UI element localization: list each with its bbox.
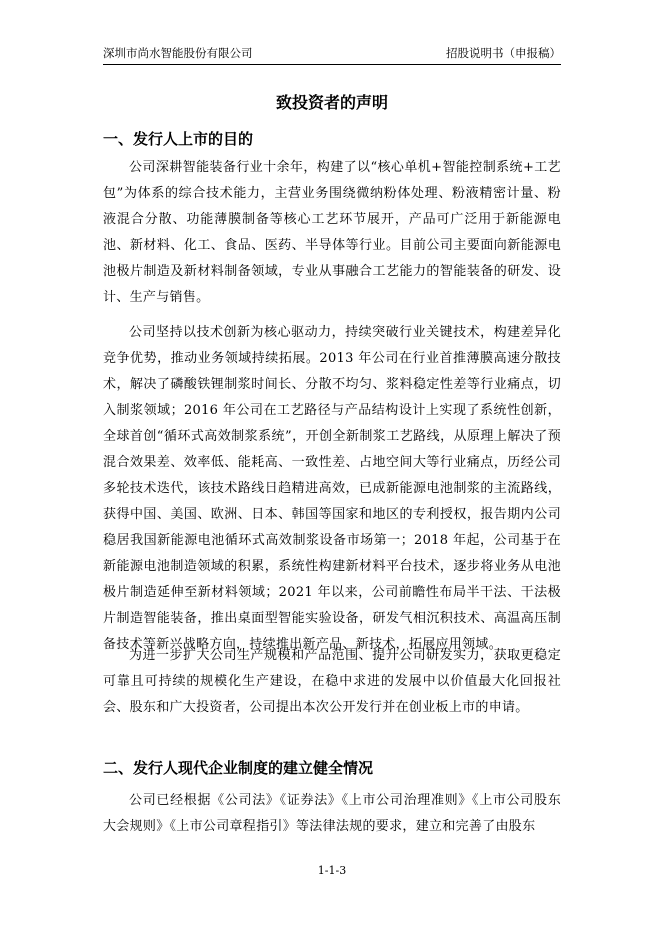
paragraph: 为进一步扩大公司生产规模和产品范围、提升公司研发实力，获取更稳定可靠且可持续的规模化生产建设，在稳中求进的发展中以价值最大化回报社会、股东和广大投资者，公司提出本次公开发行并在创业板上市的申请。 bbox=[103, 648, 561, 715]
page-number: 1-1-3 bbox=[317, 864, 347, 877]
paragraph: 公司深耕智能装备行业十余年，构建了以“核心单机+智能控制系统+工艺包”为体系的综合技术能力，主营业务围绕微纳粉体处理、粉液精密计量、粉液混合分散、功能薄膜制备等核心工艺环节展开，产品可广泛用于新能源电池、新材料、化工、食品、医药、半导体等行业。目前公司主要面向新能源电池极片制造及新材料制备领域，专业从事融合工艺能力的智能装备的研发、设计、生产与销售。 bbox=[103, 160, 561, 305]
document-title: 致投资者的声明 bbox=[275, 93, 388, 112]
section-heading-listing-purpose: 一、发行人上市的目的 bbox=[103, 130, 254, 148]
header-divider bbox=[103, 64, 561, 65]
page-header bbox=[103, 44, 561, 62]
header-company-name: 深圳市尚水智能股份有限公司 bbox=[103, 46, 253, 60]
section-heading-corporate-governance: 二、发行人现代企业制度的建立健全情况 bbox=[103, 759, 374, 777]
paragraph: 公司已经根据《公司法》《证券法》《上市公司治理准则》《上市公司股东大会规则》《上市公司章程指引》等法律法规的要求，建立和完善了由股东 bbox=[103, 793, 561, 834]
paragraph: 公司坚持以技术创新为核心驱动力，持续突破行业关键技术，构建差异化竞争优势，推动业务领域持续拓展。2013 年公司在行业首推薄膜高速分散技术，解决了磷酸铁锂制浆时间长、分散不均匀、浆料稳定性差等行业痛点，切入制浆领域；2016 年公司在工艺路径与产品结构设计上实现了系统性创新，全球首创“循环式高效制浆系统”，开创全新制浆工艺路线，从原理上解决了预混合效果差、效率低、能耗高、一致性差、占地空间大等行业痛点，历经公司多轮技术迭代，该技术路线日趋精进高效，已成新能源电池制浆的主流路线，获得中国、美国、欧洲、日本、韩国等国家和地区的专利授权，报告期内公司稳居我国新能源电池循环式高效制浆设备市场第一；2018 年起，公司基于在新能源电池制造领域的积累，系统性构建新材料平台技术，逐步将业务从电池极片制造延伸至新材料领域；2021 年以来，公司前瞻性布局半干法、干法极片制造智能装备，推出桌面型智能实验设备，研发气相沉积技术、高温高压制备技术等新兴战略方向，持续推出新产品、新技术，拓展应用领域。 bbox=[103, 325, 561, 652]
header-document-type: 招股说明书（申报稿） bbox=[446, 46, 561, 60]
